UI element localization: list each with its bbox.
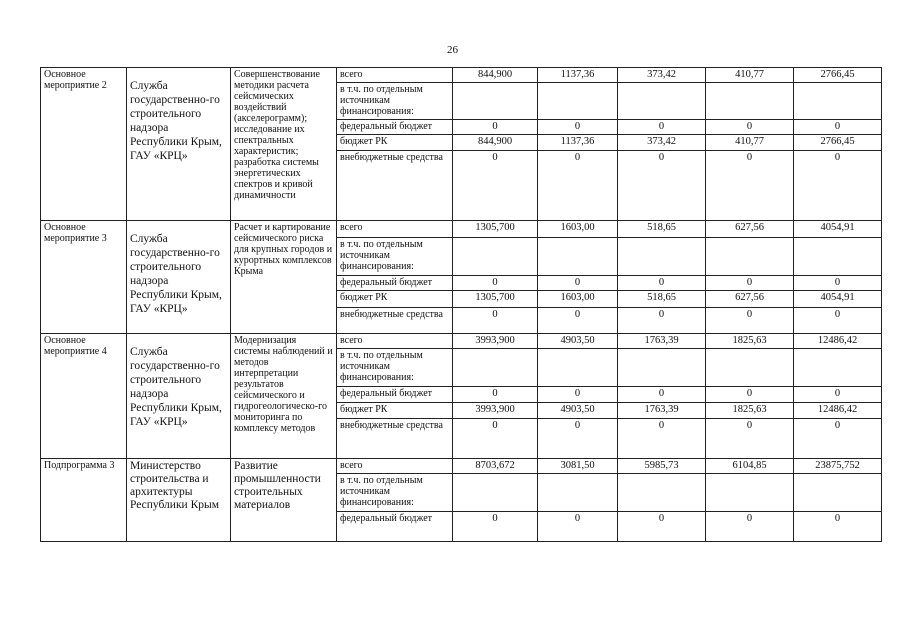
source-cell: бюджет РК (337, 135, 453, 151)
value-cell: 410,77 (706, 68, 794, 83)
value-cell: 373,42 (618, 68, 706, 83)
source-cell: в т.ч. по отдельным источникам финансирования: (337, 238, 453, 276)
value-cell: 0 (453, 512, 538, 542)
value-cell: 2766,45 (794, 68, 882, 83)
value-cell: 0 (706, 512, 794, 542)
value-cell: 1305,700 (453, 291, 538, 308)
value-cell (538, 349, 618, 387)
value-cell: 0 (618, 387, 706, 403)
value-cell (453, 238, 538, 276)
value-cell: 0 (618, 419, 706, 459)
source-cell: бюджет РК (337, 291, 453, 308)
value-cell: 0 (794, 419, 882, 459)
value-cell: 518,65 (618, 291, 706, 308)
value-cell: 0 (706, 308, 794, 334)
value-cell: 5985,73 (618, 459, 706, 474)
value-cell (538, 238, 618, 276)
value-cell: 2766,45 (794, 135, 882, 151)
value-cell: 0 (453, 419, 538, 459)
value-cell: 6104,85 (706, 459, 794, 474)
value-cell: 0 (618, 308, 706, 334)
value-cell: 0 (538, 120, 618, 135)
value-cell: 12486,42 (794, 334, 882, 349)
value-cell (706, 238, 794, 276)
value-cell (706, 83, 794, 120)
program-cell: Основное мероприятие 3 (41, 221, 127, 334)
value-cell: 3993,900 (453, 334, 538, 349)
value-cell: 1305,700 (453, 221, 538, 238)
value-cell: 23875,752 (794, 459, 882, 474)
value-cell: 0 (453, 151, 538, 221)
value-cell (618, 83, 706, 120)
page-number: 26 (447, 44, 458, 56)
value-cell: 0 (618, 151, 706, 221)
value-cell: 1825,63 (706, 403, 794, 419)
source-cell: всего (337, 334, 453, 349)
value-cell (794, 349, 882, 387)
value-cell (618, 474, 706, 512)
value-cell: 4054,91 (794, 221, 882, 238)
value-cell: 4903,50 (538, 334, 618, 349)
source-cell: в т.ч. по отдельным источникам финансирования: (337, 349, 453, 387)
budget-table (40, 67, 882, 542)
value-cell: 373,42 (618, 135, 706, 151)
value-cell: 8703,672 (453, 459, 538, 474)
value-cell: 0 (453, 276, 538, 291)
value-cell: 0 (618, 512, 706, 542)
source-cell: бюджет РК (337, 403, 453, 419)
value-cell: 0 (618, 120, 706, 135)
value-cell: 844,900 (453, 68, 538, 83)
value-cell: 1763,39 (618, 334, 706, 349)
value-cell: 0 (453, 387, 538, 403)
value-cell (794, 238, 882, 276)
value-cell: 1603,00 (538, 291, 618, 308)
value-cell: 0 (538, 387, 618, 403)
source-cell: в т.ч. по отдельным источникам финансирования: (337, 83, 453, 120)
value-cell: 0 (538, 419, 618, 459)
table-row (41, 459, 882, 474)
value-cell: 0 (618, 276, 706, 291)
program-cell: Основное мероприятие 2 (41, 68, 127, 221)
source-cell: федеральный бюджет (337, 512, 453, 542)
activity-cell: Модернизация системы наблюдений и методов интерпретации результатов сейсмического и гидрогеологическо-го мониторинга по комплексу методов (231, 334, 337, 459)
value-cell (794, 83, 882, 120)
value-cell: 0 (794, 512, 882, 542)
source-cell: в т.ч. по отдельным источникам финансирования: (337, 474, 453, 512)
value-cell: 12486,42 (794, 403, 882, 419)
value-cell: 0 (794, 308, 882, 334)
value-cell: 0 (706, 151, 794, 221)
value-cell (618, 238, 706, 276)
source-cell: всего (337, 459, 453, 474)
executor-cell: Министерство строительства и архитектуры Республики Крым (127, 459, 231, 542)
source-cell: всего (337, 68, 453, 83)
value-cell: 1137,36 (538, 68, 618, 83)
value-cell (706, 474, 794, 512)
table-row (41, 68, 882, 83)
source-cell: федеральный бюджет (337, 387, 453, 403)
value-cell: 844,900 (453, 135, 538, 151)
source-cell: федеральный бюджет (337, 276, 453, 291)
value-cell: 0 (706, 120, 794, 135)
value-cell (706, 349, 794, 387)
value-cell (453, 474, 538, 512)
value-cell: 1603,00 (538, 221, 618, 238)
value-cell: 1137,36 (538, 135, 618, 151)
value-cell: 0 (706, 276, 794, 291)
activity-cell: Расчет и картирование сейсмического риска для крупных городов и курортных комплексов Крыма (231, 221, 337, 334)
value-cell (618, 349, 706, 387)
table-row (41, 221, 882, 238)
value-cell: 410,77 (706, 135, 794, 151)
value-cell: 0 (794, 120, 882, 135)
value-cell: 0 (453, 120, 538, 135)
value-cell: 518,65 (618, 221, 706, 238)
value-cell: 4054,91 (794, 291, 882, 308)
value-cell: 3993,900 (453, 403, 538, 419)
source-cell: внебюджетные средства (337, 151, 453, 221)
value-cell: 0 (706, 419, 794, 459)
value-cell: 1825,63 (706, 334, 794, 349)
executor-cell: Служба государственно-го строительного надзора Республики Крым, ГАУ «КРЦ» (127, 221, 231, 334)
value-cell (538, 474, 618, 512)
source-cell: федеральный бюджет (337, 120, 453, 135)
value-cell (453, 349, 538, 387)
value-cell: 0 (706, 387, 794, 403)
value-cell: 0 (794, 151, 882, 221)
source-cell: внебюджетные средства (337, 419, 453, 459)
executor-cell: Служба государственно-го строительного надзора Республики Крым, ГАУ «КРЦ» (127, 334, 231, 459)
value-cell: 627,56 (706, 291, 794, 308)
value-cell: 0 (453, 308, 538, 334)
value-cell (794, 474, 882, 512)
value-cell: 0 (538, 276, 618, 291)
value-cell: 0 (538, 308, 618, 334)
value-cell: 0 (794, 387, 882, 403)
program-cell: Подпрограмма 3 (41, 459, 127, 542)
source-cell: внебюджетные средства (337, 308, 453, 334)
activity-cell: Совершенствование методики расчета сейсмических воздействий (акселерограмм); исследование их спектральных характеристик; разработка системы энергетических спектров и кривой динамичности (231, 68, 337, 221)
activity-cell: Развитие промышленности строительных материалов (231, 459, 337, 542)
value-cell: 0 (794, 276, 882, 291)
value-cell: 3081,50 (538, 459, 618, 474)
value-cell: 4903,50 (538, 403, 618, 419)
value-cell (453, 83, 538, 120)
source-cell: всего (337, 221, 453, 238)
table-row (41, 334, 882, 349)
program-cell: Основное мероприятие 4 (41, 334, 127, 459)
executor-cell: Служба государственно-го строительного надзора Республики Крым, ГАУ «КРЦ» (127, 68, 231, 221)
value-cell: 1763,39 (618, 403, 706, 419)
value-cell: 0 (538, 151, 618, 221)
value-cell: 0 (538, 512, 618, 542)
value-cell (538, 83, 618, 120)
value-cell: 627,56 (706, 221, 794, 238)
